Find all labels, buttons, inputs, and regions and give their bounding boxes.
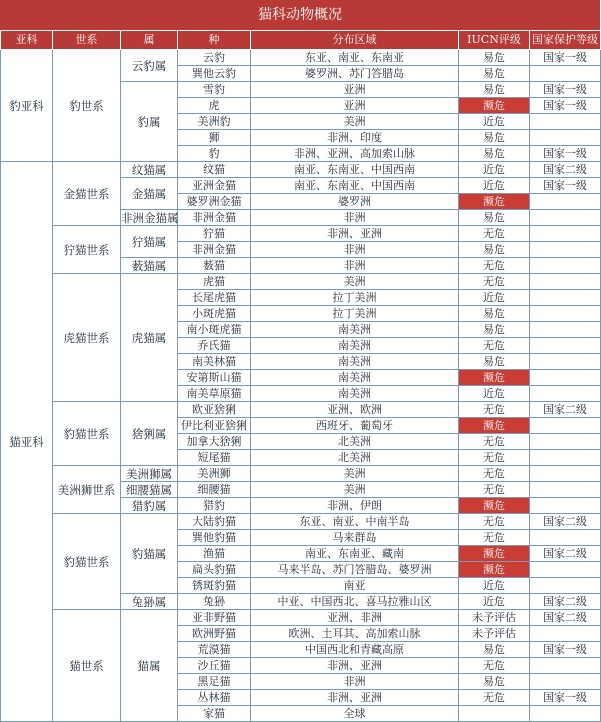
iucn-cell: 近危 — [459, 178, 530, 194]
iucn-cell-endangered: 濒危 — [459, 562, 530, 578]
lineage-cell: 豹世系 — [53, 50, 121, 162]
genus-cell: 猎豹属 — [121, 498, 178, 514]
protection-cell — [530, 562, 601, 578]
iucn-cell-endangered: 濒危 — [459, 498, 530, 514]
protection-cell: 国家二级 — [530, 514, 601, 530]
iucn-cell-endangered: 濒危 — [459, 194, 530, 210]
protection-cell: 国家二级 — [530, 402, 601, 418]
iucn-cell: 近危 — [459, 594, 530, 610]
region-cell: 南美洲 — [251, 354, 459, 370]
species-cell: 黑足猫 — [178, 674, 251, 690]
table-row — [1, 226, 601, 242]
region-cell: 亚洲、欧洲 — [251, 402, 459, 418]
protection-cell: 国家一级 — [530, 98, 601, 114]
iucn-cell: 无危 — [459, 466, 530, 482]
region-cell: 欧洲、土耳其、高加索山脉 — [251, 626, 459, 642]
species-cell: 扁头豹猫 — [178, 562, 251, 578]
genus-cell: 云豹属 — [121, 50, 178, 82]
iucn-cell: 易危 — [459, 306, 530, 322]
region-cell: 非洲、亚洲、高加索山脉 — [251, 146, 459, 162]
protection-cell — [530, 530, 601, 546]
species-cell: 沙丘猫 — [178, 658, 251, 674]
header-protection: 国家保护等级 — [530, 31, 601, 50]
species-cell: 欧亚猞猁 — [178, 402, 251, 418]
species-cell: 乔氏猫 — [178, 338, 251, 354]
species-cell: 虎 — [178, 98, 251, 114]
region-cell: 非洲 — [251, 674, 459, 690]
species-cell: 短尾猫 — [178, 450, 251, 466]
protection-cell — [530, 242, 601, 258]
protection-cell — [530, 706, 601, 722]
species-cell: 南美林猫 — [178, 354, 251, 370]
protection-cell: 国家二级 — [530, 610, 601, 626]
protection-cell — [530, 322, 601, 338]
lineage-cell: 猫世系 — [53, 610, 121, 722]
genus-cell: 非洲金猫属 — [121, 210, 179, 225]
table-row — [1, 162, 601, 178]
genus-cell: 狞猫属 — [121, 226, 178, 258]
region-cell: 美洲 — [251, 482, 459, 498]
region-cell: 亚洲、非洲 — [251, 610, 459, 626]
species-cell: 纹猫 — [178, 162, 251, 178]
genus-cell: 虎猫属 — [121, 274, 178, 402]
region-cell: 南美洲 — [251, 386, 459, 402]
protection-cell — [530, 290, 601, 306]
protection-cell — [530, 66, 601, 82]
protection-cell — [530, 658, 601, 674]
header-row — [1, 31, 601, 50]
table-row — [1, 514, 601, 530]
species-cell: 美洲豹 — [178, 114, 251, 130]
species-cell: 猎豹 — [178, 498, 251, 514]
species-cell: 家猫 — [178, 706, 251, 722]
iucn-cell: 无危 — [459, 450, 530, 466]
iucn-cell: 无危 — [459, 226, 530, 242]
protection-cell — [530, 338, 601, 354]
iucn-cell — [459, 706, 530, 722]
region-cell: 亚洲 — [251, 98, 459, 114]
region-cell: 南亚、东南亚、中国西南 — [251, 178, 459, 194]
region-cell: 南亚、东南亚、藏南 — [251, 546, 459, 562]
species-cell: 非洲金猫 — [178, 242, 251, 258]
table-title: 猫科动物概况 — [0, 0, 600, 30]
species-cell: 非洲金猫 — [178, 210, 251, 226]
species-cell: 亚洲金猫 — [178, 178, 251, 194]
region-cell: 美洲 — [251, 114, 459, 130]
protection-cell: 国家二级 — [530, 162, 601, 178]
protection-cell — [530, 450, 601, 466]
iucn-cell: 无危 — [459, 690, 530, 706]
species-cell: 伊比利亚猞猁 — [178, 418, 251, 434]
region-cell: 南美洲 — [251, 322, 459, 338]
iucn-cell: 无危 — [459, 258, 530, 274]
protection-cell — [530, 210, 601, 226]
iucn-cell: 近危 — [459, 290, 530, 306]
region-cell: 非洲、亚洲 — [251, 226, 459, 242]
region-cell: 非洲、伊朗 — [251, 498, 459, 514]
protection-cell — [530, 418, 601, 434]
species-cell: 巽他云豹 — [178, 66, 251, 82]
protection-cell — [530, 386, 601, 402]
region-cell: 非洲、亚洲 — [251, 690, 459, 706]
species-cell: 加拿大猞猁 — [178, 434, 251, 450]
species-cell: 巽他豹猫 — [178, 530, 251, 546]
species-cell: 南美草原猫 — [178, 386, 251, 402]
table-body — [1, 50, 601, 722]
protection-cell — [530, 194, 601, 210]
protection-cell — [530, 130, 601, 146]
cat-table-container — [0, 30, 600, 720]
species-cell: 安第斯山猫 — [178, 370, 251, 386]
region-cell: 马来群岛 — [251, 530, 459, 546]
region-cell: 中国西北和青藏高原 — [251, 642, 459, 658]
region-cell: 中亚、中国西北、喜马拉雅山区 — [251, 594, 459, 610]
header-species: 种 — [178, 31, 251, 50]
protection-cell — [530, 466, 601, 482]
iucn-cell: 无危 — [459, 434, 530, 450]
genus-cell: 猫属 — [121, 610, 178, 722]
lineage-cell: 狞猫世系 — [53, 226, 121, 274]
iucn-cell: 易危 — [459, 66, 530, 82]
iucn-cell: 无危 — [459, 658, 530, 674]
table-row — [1, 274, 601, 290]
species-cell: 云豹 — [178, 50, 251, 66]
region-cell: 东亚、南亚、中南半岛 — [251, 514, 459, 530]
iucn-cell: 易危 — [459, 242, 530, 258]
subfamily-cell: 猫亚科 — [1, 162, 53, 722]
protection-cell: 国家一级 — [530, 642, 601, 658]
cat-family-table — [0, 30, 601, 722]
region-cell: 婆罗洲、苏门答腊岛 — [251, 66, 459, 82]
region-cell: 南美洲 — [251, 370, 459, 386]
protection-cell — [530, 114, 601, 130]
region-cell: 非洲 — [251, 258, 459, 274]
region-cell: 美洲 — [251, 466, 459, 482]
region-cell: 婆罗洲 — [251, 194, 459, 210]
region-cell: 美洲 — [251, 274, 459, 290]
region-cell: 非洲 — [251, 210, 459, 226]
lineage-cell: 美洲狮世系 — [53, 466, 121, 514]
iucn-cell: 易危 — [459, 146, 530, 162]
iucn-cell: 易危 — [459, 322, 530, 338]
iucn-cell: 近危 — [459, 578, 530, 594]
protection-cell — [530, 482, 601, 498]
iucn-cell: 无危 — [459, 402, 530, 418]
region-cell: 南亚 — [251, 578, 459, 594]
species-cell: 细腰猫 — [178, 482, 251, 498]
protection-cell — [530, 434, 601, 450]
protection-cell — [530, 626, 601, 642]
header-subfamily: 亚科 — [1, 31, 53, 50]
region-cell: 南美洲 — [251, 338, 459, 354]
species-cell: 亚非野猫 — [178, 610, 251, 626]
lineage-cell: 虎猫世系 — [53, 274, 121, 402]
header-region: 分布区域 — [251, 31, 459, 50]
lineage-cell: 豹猫世系 — [53, 402, 121, 466]
species-cell: 兔狲 — [178, 594, 251, 610]
protection-cell — [530, 354, 601, 370]
species-cell: 锈斑豹猫 — [178, 578, 251, 594]
region-cell: 马来半岛、苏门答腊岛、婆罗洲 — [251, 562, 459, 578]
protection-cell: 国家二级 — [530, 594, 601, 610]
iucn-cell: 易危 — [459, 82, 530, 98]
region-cell: 全球 — [251, 706, 459, 722]
iucn-cell-endangered: 濒危 — [459, 370, 530, 386]
species-cell: 欧洲野猫 — [178, 626, 251, 642]
table-row — [1, 50, 601, 66]
region-cell: 南亚、东南亚、中国西南 — [251, 162, 459, 178]
species-cell: 虎猫 — [178, 274, 251, 290]
region-cell: 拉丁美洲 — [251, 290, 459, 306]
region-cell: 东亚、南亚、东南亚 — [251, 50, 459, 66]
iucn-cell-endangered: 濒危 — [459, 98, 530, 114]
iucn-cell: 无危 — [459, 338, 530, 354]
species-cell: 美洲狮 — [178, 466, 251, 482]
region-cell: 非洲、亚洲 — [251, 658, 459, 674]
table-row — [1, 402, 601, 418]
iucn-cell-endangered: 濒危 — [459, 546, 530, 562]
table-row — [1, 610, 601, 626]
lineage-cell: 豹猫世系 — [53, 514, 121, 610]
iucn-cell: 易危 — [459, 354, 530, 370]
species-cell: 狮 — [178, 130, 251, 146]
region-cell: 亚洲 — [251, 82, 459, 98]
protection-cell — [530, 578, 601, 594]
lineage-cell: 金猫世系 — [53, 162, 121, 226]
species-cell: 婆罗洲金猫 — [178, 194, 251, 210]
iucn-cell: 近危 — [459, 386, 530, 402]
iucn-cell: 近危 — [459, 162, 530, 178]
species-cell: 荒漠猫 — [178, 642, 251, 658]
header-lineage: 世系 — [53, 31, 121, 50]
protection-cell: 国家一级 — [530, 82, 601, 98]
protection-cell — [530, 306, 601, 322]
iucn-cell: 易危 — [459, 130, 530, 146]
protection-cell — [530, 274, 601, 290]
genus-cell: 细腰猫属 — [121, 482, 178, 498]
species-cell: 南小斑虎猫 — [178, 322, 251, 338]
iucn-cell-endangered: 濒危 — [459, 418, 530, 434]
iucn-cell: 无危 — [459, 530, 530, 546]
region-cell: 拉丁美洲 — [251, 306, 459, 322]
protection-cell — [530, 258, 601, 274]
region-cell: 非洲 — [251, 242, 459, 258]
genus-cell: 豹属 — [121, 82, 178, 162]
subfamily-cell: 豹亚科 — [1, 50, 53, 162]
protection-cell — [530, 226, 601, 242]
iucn-cell: 近危 — [459, 114, 530, 130]
iucn-cell: 易危 — [459, 642, 530, 658]
iucn-cell: 未予评估 — [459, 610, 530, 626]
protection-cell: 国家一级 — [530, 146, 601, 162]
species-cell: 大陆豹猫 — [178, 514, 251, 530]
iucn-cell: 无危 — [459, 482, 530, 498]
species-cell: 小斑虎猫 — [178, 306, 251, 322]
species-cell: 长尾虎猫 — [178, 290, 251, 306]
genus-cell: 薮猫属 — [121, 258, 178, 274]
protection-cell — [530, 370, 601, 386]
region-cell: 西班牙、葡萄牙 — [251, 418, 459, 434]
iucn-cell: 无危 — [459, 514, 530, 530]
species-cell: 狞猫 — [178, 226, 251, 242]
protection-cell: 国家一级 — [530, 50, 601, 66]
iucn-cell: 易危 — [459, 674, 530, 690]
protection-cell: 国家二级 — [530, 546, 601, 562]
header-iucn: IUCN评级 — [459, 31, 530, 50]
species-cell: 渔猫 — [178, 546, 251, 562]
genus-cell: 美洲狮属 — [121, 466, 178, 482]
region-cell: 非洲、印度 — [251, 130, 459, 146]
species-cell: 豹 — [178, 146, 251, 162]
protection-cell: 国家一级 — [530, 178, 601, 194]
iucn-cell: 未予评估 — [459, 626, 530, 642]
protection-cell — [530, 498, 601, 514]
species-cell: 薮猫 — [178, 258, 251, 274]
iucn-cell: 易危 — [459, 210, 530, 226]
protection-cell — [530, 674, 601, 690]
region-cell: 北美洲 — [251, 450, 459, 466]
species-cell: 雪豹 — [178, 82, 251, 98]
genus-cell: 豹猫属 — [121, 514, 178, 594]
protection-cell: 国家一级 — [530, 690, 601, 706]
table-row — [1, 466, 601, 482]
genus-cell: 猞猁属 — [121, 402, 178, 466]
iucn-cell: 无危 — [459, 274, 530, 290]
header-genus: 属 — [121, 31, 178, 50]
region-cell: 北美洲 — [251, 434, 459, 450]
genus-cell: 兔狲属 — [121, 594, 178, 610]
species-cell: 丛林猫 — [178, 690, 251, 706]
iucn-cell: 易危 — [459, 50, 530, 66]
genus-cell: 金猫属 — [121, 178, 178, 210]
genus-cell: 纹猫属 — [121, 162, 178, 178]
